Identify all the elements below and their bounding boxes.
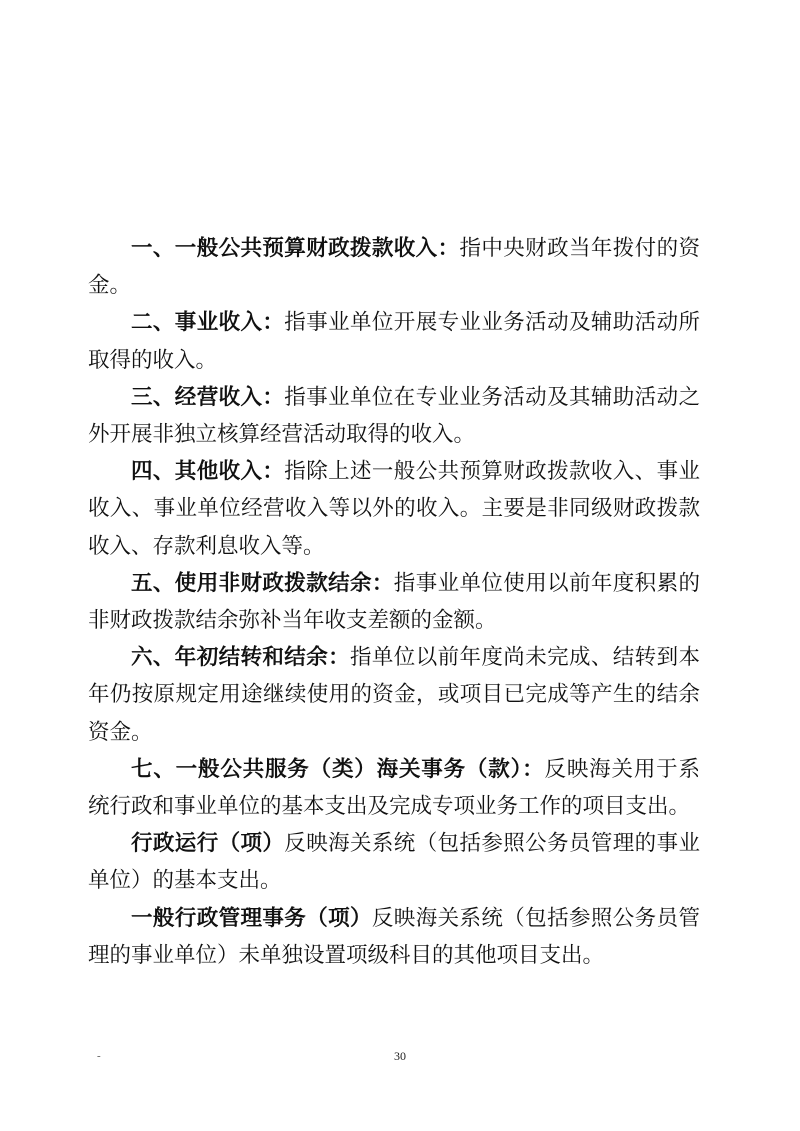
paragraph-business-revenue (88, 304, 700, 378)
paragraph-text: 指事业单位开展专业业务活动及辅助活动所取得的收入。 (88, 310, 700, 373)
paragraph-term: 四、其他收入： (131, 459, 285, 485)
paragraph-administrative-operation (88, 825, 700, 899)
paragraph-text: 反映海关系统（包括参照公务员管理的事业单位）未单独设置项级科目的其他项目支出。 (88, 905, 700, 968)
paragraph-term: 三、经营收入： (131, 384, 285, 410)
paragraph-text: 指事业单位在专业业务活动及其辅助活动之外开展非独立核算经营活动取得的收入。 (88, 384, 700, 448)
document-body (88, 230, 700, 974)
paragraph-text: 指单位以前年度尚未完成、结转到本年仍按原规定用途继续使用的资金，或项目已完成等产生的结余资金。 (88, 645, 700, 745)
paragraph-term: 行政运行（项） (131, 831, 285, 857)
paragraph-general-budget-revenue (88, 230, 700, 304)
paragraph-customs-affairs (88, 751, 700, 825)
paragraph-operating-revenue (88, 379, 700, 453)
paragraph-text: 反映海关系统（包括参照公务员管理的事业单位）的基本支出。 (88, 831, 700, 894)
paragraph-text: 指除上述一般公共预算财政拨款收入、事业收入、事业单位经营收入等以外的收入。主要是非同级财政拨款收入、存款利息收入等。 (88, 459, 700, 559)
paragraph-general-administration (88, 900, 700, 974)
paragraph-term: 七、一般公共服务（类）海关事务（款）： (131, 756, 545, 782)
paragraph-other-revenue (88, 453, 700, 565)
paragraph-term: 二、事业收入： (131, 310, 285, 336)
paragraph-text: 反映海关用于系统行政和事业单位的基本支出及完成专项业务工作的项目支出。 (88, 756, 700, 820)
paragraph-carryover-balance (88, 639, 700, 751)
paragraph-text: 指中央财政当年拨付的资金。 (88, 236, 700, 299)
paragraph-term: 六、年初结转和结余： (131, 645, 350, 671)
page-number: 30 (394, 1049, 406, 1063)
paragraph-text: 指事业单位使用以前年度积累的非财政拨款结余弥补当年收支差额的金额。 (88, 570, 700, 634)
paragraph-term: 一、一般公共预算财政拨款收入： (131, 236, 460, 261)
paragraph-term: 一般行政管理事务（项） (131, 905, 372, 931)
paragraph-term: 五、使用非财政拨款结余： (131, 570, 394, 596)
footer-mark: - (97, 1050, 101, 1062)
paragraph-non-fiscal-balance (88, 565, 700, 639)
